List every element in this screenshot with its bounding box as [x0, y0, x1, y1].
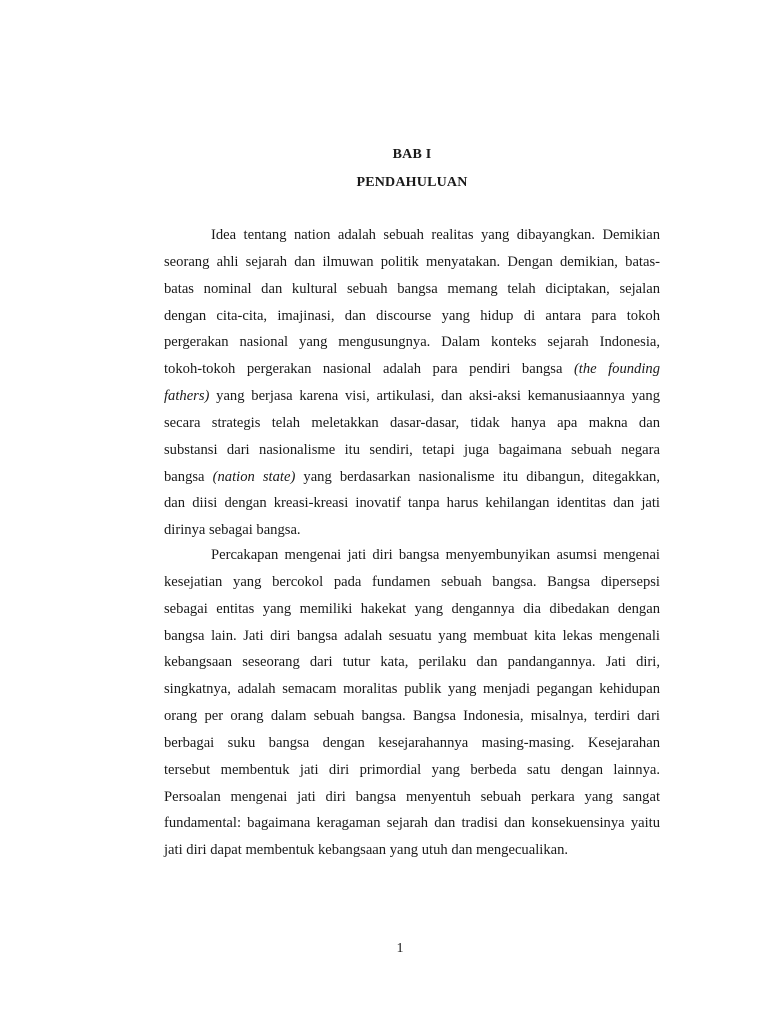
paragraph-line: berbagai suku bangsa dengan kesejarahannya masing-masing. Kesejarahan — [164, 734, 660, 751]
paragraph-line: substansi dari nasionalisme itu sendiri, tetapi juga bagaimana sebuah negara — [164, 441, 660, 458]
paragraph-line: kebangsaan seseorang dari tutur kata, perilaku dan pandangannya. Jati diri, — [164, 654, 660, 671]
paragraph-line: secara strategis telah meletakkan dasar-dasar, tidak hanya apa makna dan — [164, 414, 660, 431]
paragraph-line: seorang ahli sejarah dan ilmuwan politik menyatakan. Dengan demikian, batas- — [164, 253, 660, 270]
italic-term: (the founding — [573, 361, 660, 378]
chapter-heading: BAB I — [392, 147, 432, 162]
paragraph-line: Percakapan mengenai jati diri bangsa menyembunyikan asumsi mengenai — [211, 547, 660, 563]
page-number: 1 — [396, 941, 404, 956]
paragraph-line: bangsa (nation state) yang berdasarkan nasionalisme itu dibangun, ditegakkan, — [164, 468, 660, 485]
paragraph-line: dirinya sebagai bangsa. — [164, 522, 301, 539]
paragraph-line: kesejatian yang bercokol pada fundamen sebuah bangsa. Bangsa dipersepsi — [164, 573, 660, 590]
paragraph-line: dengan cita-cita, imajinasi, dan discourse yang hidup di antara para tokoh — [164, 307, 660, 324]
paragraph-line: batas nominal dan kultural sebuah bangsa memang telah diciptakan, sejalan — [164, 280, 660, 297]
paragraph-line: tokoh-tokoh pergerakan nasional adalah para pendiri bangsa (the founding — [164, 361, 660, 378]
paragraph-line: dan diisi dengan kreasi-kreasi inovatif tanpa harus kehilangan identitas dan jati — [164, 495, 660, 512]
paragraph-line: fathers) yang berjasa karena visi, artikulasi, dan aksi-aksi kemanusiaannya yang — [164, 388, 660, 405]
paragraph-line: Idea tentang nation adalah sebuah realitas yang dibayangkan. Demikian — [211, 227, 660, 243]
chapter-title: PENDAHULUAN — [356, 175, 468, 190]
paragraph-line: jati diri dapat membentuk kebangsaan yang utuh dan mengecualikan. — [164, 842, 569, 859]
paragraph-line: fundamental: bagaimana keragaman sejarah dan tradisi dan konsekuensinya yaitu — [164, 815, 660, 832]
paragraph-line: tersebut membentuk jati diri primordial yang berbeda satu dengan lainnya. — [164, 761, 660, 778]
paragraph-line: orang per orang dalam sebuah bangsa. Bangsa Indonesia, misalnya, terdiri dari — [164, 708, 660, 725]
paragraph-line: singkatnya, adalah semacam moralitas publik yang menjadi pegangan kehidupan — [164, 681, 660, 698]
paragraph-line: sebagai entitas yang memiliki hakekat yang dengannya dia dibedakan dengan — [164, 600, 660, 617]
paragraph-2 — [164, 542, 660, 864]
paragraph-line: pergerakan nasional yang mengusungnya. Dalam konteks sejarah Indonesia, — [164, 334, 660, 351]
paragraph-line: Persoalan mengenai jati diri bangsa menyentuh sebuah perkara yang sangat — [164, 788, 660, 805]
italic-term: fathers) — [164, 388, 210, 405]
italic-term: (nation state) — [212, 468, 296, 485]
paragraph-line: bangsa lain. Jati diri bangsa adalah sesuatu yang membuat kita lekas mengenali — [164, 627, 660, 644]
paragraph-1 — [164, 222, 660, 544]
